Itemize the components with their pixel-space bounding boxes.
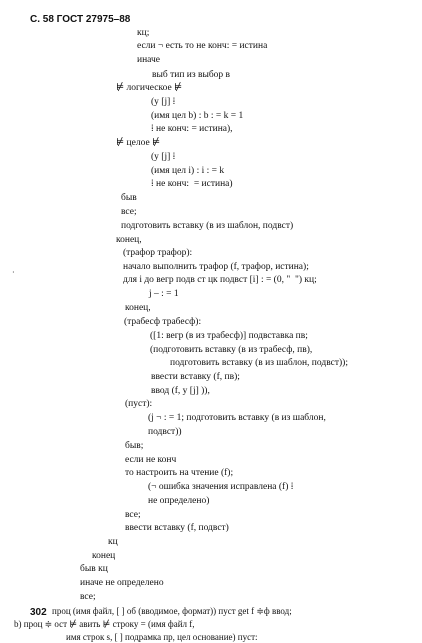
- code-line: иначе не определено: [80, 578, 164, 588]
- code-line: выб тип из выбор в: [152, 70, 231, 80]
- page-header: С. 58 ГОСТ 27975–88: [30, 14, 131, 25]
- code-line: ввод (f, у [j] )),: [151, 386, 210, 396]
- code-line: конец,: [125, 303, 151, 313]
- code-line: j – : = 1: [149, 289, 179, 299]
- code-line: подвст)): [148, 427, 182, 437]
- code-line: (трафор трафор):: [123, 248, 193, 258]
- code-line: все;: [125, 510, 141, 520]
- code-line: (трабесф трабесф):: [124, 317, 202, 327]
- code-line: конец: [92, 551, 116, 561]
- code-line: если не конч: [125, 455, 177, 465]
- code-line: ⁞ не конч: = истина),: [151, 124, 233, 134]
- code-line: ⁞ не конч: = истина): [151, 179, 233, 189]
- code-line: подготовить вставку (в из шаблон, подвст));: [170, 358, 348, 368]
- code-line: все;: [80, 592, 96, 602]
- code-line: конец,: [116, 235, 142, 245]
- code-line: (пуст):: [125, 399, 153, 409]
- code-line: (имя цел i) : i : = k: [151, 166, 225, 176]
- code-line: имя строк s, [ ] подрамка пр, цел основание) пуст:: [66, 632, 258, 642]
- code-line: (j ¬ : = 1; подготовить вставку (в из шаблон,: [148, 413, 326, 423]
- code-line: ⊭ логическое ⊭: [116, 83, 183, 93]
- code-line: (подготовить вставку (в из трабесф, пв),: [150, 345, 313, 355]
- code-line: кц: [108, 537, 118, 547]
- code-line: иначе: [137, 55, 160, 65]
- code-line: ввести вставку (f, пв);: [151, 372, 240, 382]
- code-line: быв;: [125, 441, 144, 451]
- code-line: b) проц ≑ ост ⊭ авить ⊭ строку = (имя файл f,: [14, 619, 195, 629]
- margin-dot: ·: [12, 268, 15, 277]
- code-line: (¬ ошибка значения исправлена (f) ⁞: [148, 482, 294, 492]
- code-line: подготовить вставку (в из шаблон, подвст): [121, 221, 294, 231]
- code-line: ввести вставку (f, подвст): [125, 523, 229, 533]
- code-line: (имя цел b) : b : = k = 1: [151, 111, 244, 121]
- code-line: проц (имя файл, [ ] об (вводимое, формат)) пуст get f ≑ф ввод;: [52, 606, 292, 616]
- code-line: начало выполнить трафор (f, трафор, истина);: [123, 262, 309, 272]
- code-line: быв кц: [80, 564, 108, 574]
- page-number: 302: [30, 607, 47, 618]
- code-line: если ¬ есть то не конч: = истина: [137, 41, 268, 51]
- code-line: кц;: [137, 28, 150, 38]
- code-line: все;: [121, 207, 137, 217]
- code-line: не определено): [148, 496, 210, 506]
- code-line: (у [j] ⁞: [151, 97, 176, 107]
- code-line: (у [j] ⁞: [151, 152, 176, 162]
- code-line: для i до вегр подв ст цк подвст [i] : = (0, " ") кц;: [123, 275, 317, 285]
- code-line: ⊭ целое ⊭: [116, 138, 161, 148]
- code-line: ([1: вегр (в из трабесф)] подвставка пв;: [150, 331, 308, 341]
- code-line: быв: [121, 193, 137, 203]
- code-line: то настроить на чтение (f);: [125, 468, 234, 478]
